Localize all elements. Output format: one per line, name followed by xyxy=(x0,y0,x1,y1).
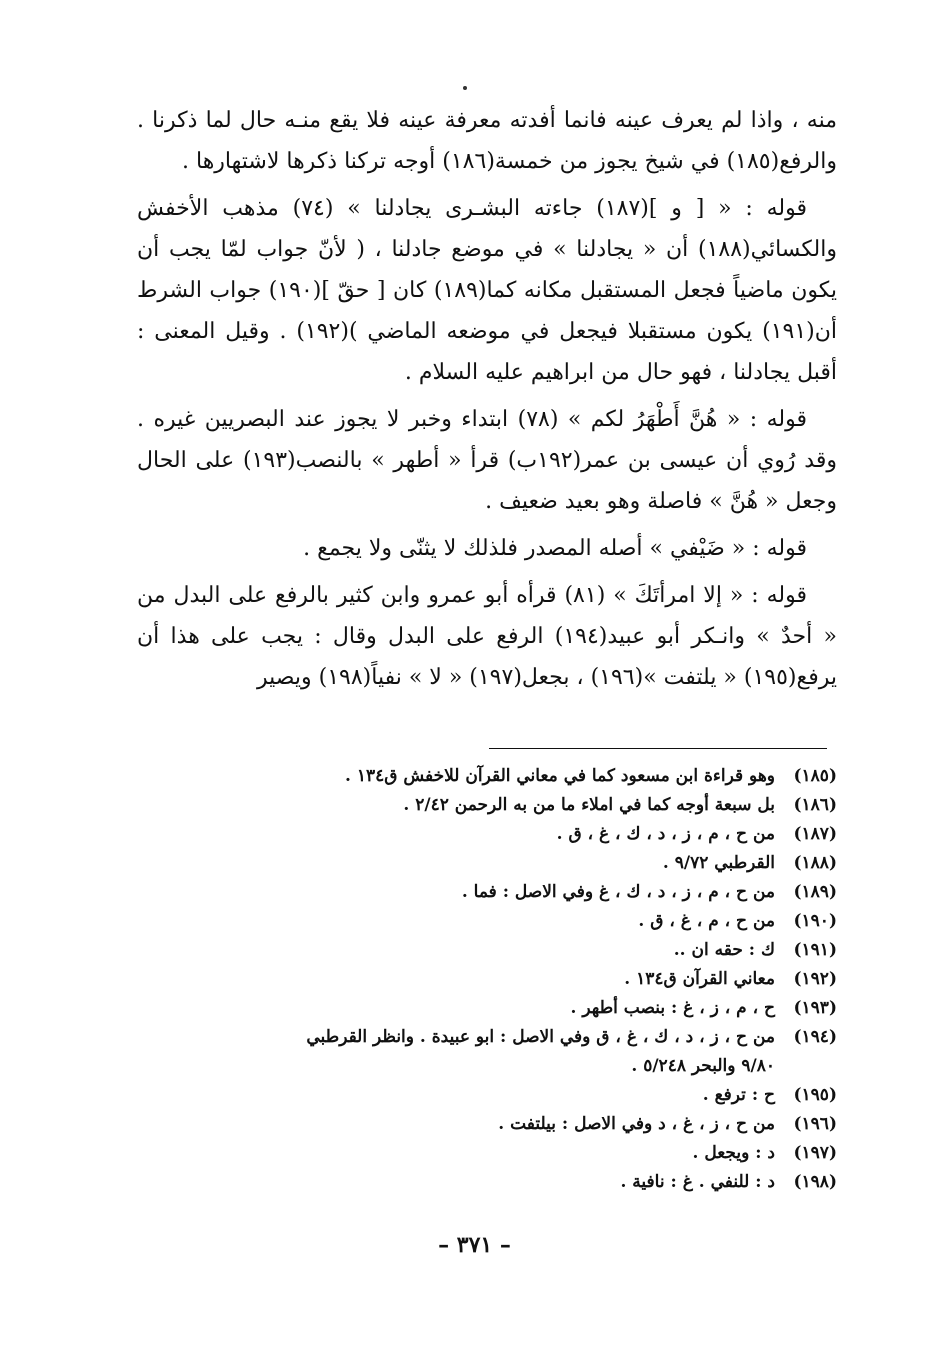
footnote-number: (١٨٨) xyxy=(793,853,837,873)
footnote-text: د : ويجعل . xyxy=(692,1143,775,1163)
main-text xyxy=(137,100,837,704)
paragraph: قوله : « هُنَّ أَطْهَرُ لكم » (٧٨) ابتداء وخبر لا يجوز عند البصريين غيره . وقد رُوي أن عيسى بن عمر(١٩٢ب) قرأ « أطهر » بالنصب(١٩٣) على الحال وجعل « هُنَّ » فاصلة وهو بعيد ضعيف . xyxy=(137,407,837,514)
footnote xyxy=(137,965,837,994)
footnote-number: (١٩١) xyxy=(793,940,837,960)
footnote-text: وهو قراءة ابن مسعود كما في معاني القرآن للاخفش ق١٣٤ . xyxy=(345,766,775,786)
footnote-text: د : للنفي . غ : نافية . xyxy=(620,1172,775,1192)
footnote xyxy=(137,1168,837,1197)
paragraph: قوله : « [ و ](١٨٧) جاءته البشـرى يجادلنا » (٧٤) مذهب الأخفش والكسائي(١٨٨) أن « يجادلنا » في موضع جادلنا ، ( لأنّ جواب لمّا يجب أن يكون ماضياً فجعل المستقبل مكانه كما(١٨٩) كان [ حقّ ](١٩٠) جواب الشرط أن(١٩١) يكون مستقبلا فيجعل في موضعه الماضي )(١٩٢) . وقيل المعنى : أقبل يجادلنا ، فهو حال من ابراهيم عليه السلام . xyxy=(137,196,837,385)
footnote xyxy=(137,936,837,965)
footnote-number: (١٩٣) xyxy=(793,998,837,1018)
page-speck xyxy=(463,86,467,90)
footnote-number: (١٩٤) xyxy=(793,1027,837,1047)
footnote-text: من ح ، م ، ز ، د ، ك ، غ ، ق . xyxy=(556,824,775,844)
footnote xyxy=(137,994,837,1023)
footnote xyxy=(137,878,837,907)
footnote xyxy=(137,1081,837,1110)
footnote xyxy=(137,849,837,878)
footnote-text: ح : ترفع . xyxy=(702,1085,775,1105)
footnote xyxy=(137,1110,837,1139)
footnote-number: (١٩٢) xyxy=(793,969,837,989)
paragraph: منه ، واذا لم يعرف عينه فانما أفدته معرفة عينه فلا يقع منـه حال لما ذكرنا . والرفع(١٨٥) في شيخ يجوز من خمسة(١٨٦) أوجه تركنا ذكرها لاشتهارها . xyxy=(137,108,837,174)
footnote-number: (١٩٦) xyxy=(793,1114,837,1134)
footnote-text: ح ، م ، ز ، غ : بنصب أطهر . xyxy=(570,998,775,1018)
footnote-text: من ح ، ز ، غ ، د وفي الاصل : بيلتفت . xyxy=(498,1114,775,1134)
footnote-number: (١٨٧) xyxy=(793,824,837,844)
footnote-number: (١٨٥) xyxy=(793,766,837,786)
footnote-number: (١٨٦) xyxy=(793,795,837,815)
footnote xyxy=(137,762,837,791)
footnote xyxy=(137,1139,837,1168)
page-number: – ٣٧١ – xyxy=(438,1232,511,1258)
footnote-text: من ح ، م ، ز ، د ، ك ، غ وفي الاصل : فما . xyxy=(461,882,775,902)
footnote xyxy=(137,791,837,820)
footnote xyxy=(137,1023,837,1081)
footnote-text: من ح ، ز ، د ، ك ، غ ، ق وفي الاصل : ابو عبيدة . وانظر القرطبي xyxy=(306,1027,775,1047)
footnote-text: معاني القرآن ق١٣٤ . xyxy=(624,969,775,989)
footnote xyxy=(137,820,837,849)
paragraph: قوله : « إلا امرأتَكَ » (٨١) قرأه أبو عمرو وابن كثير بالرفع على البدل من « أحدٌ » وانـكر أبو عبيد(١٩٤) الرفع على البدل وقال : يجب على هذا أن يرفع(١٩٥) « يلتفت »(١٩٦) ، بجعل(١٩٧) « لا » نفياً(١٩٨) ويصير xyxy=(137,583,837,690)
footnote-divider xyxy=(489,748,827,749)
paragraph: قوله : « ضَيْفي » أصله المصدر فلذلك لا يثنّى ولا يجمع . xyxy=(303,536,807,561)
footnote-text: بل سبعة أوجه كما في املاء ما من به الرحمن ٢/٤٢ . xyxy=(403,795,775,815)
footnote-text: من ح ، م ، غ ، ق . xyxy=(638,911,775,931)
footnote-text: القرطبي ٩/٧٢ . xyxy=(662,853,775,873)
footnote-number: (١٩٨) xyxy=(793,1172,837,1192)
footnote-continuation: ٩/٨٠ والبحر ٥/٢٤٨ . xyxy=(631,1056,775,1076)
footnote-text: ك : حقه ان .. xyxy=(673,940,775,960)
footnote-number: (١٨٩) xyxy=(793,882,837,902)
footnote-number: (١٩٥) xyxy=(793,1085,837,1105)
footnotes xyxy=(137,762,837,1197)
footnote-number: (١٩٠) xyxy=(793,911,837,931)
footnote xyxy=(137,907,837,936)
footnote-number: (١٩٧) xyxy=(793,1143,837,1163)
